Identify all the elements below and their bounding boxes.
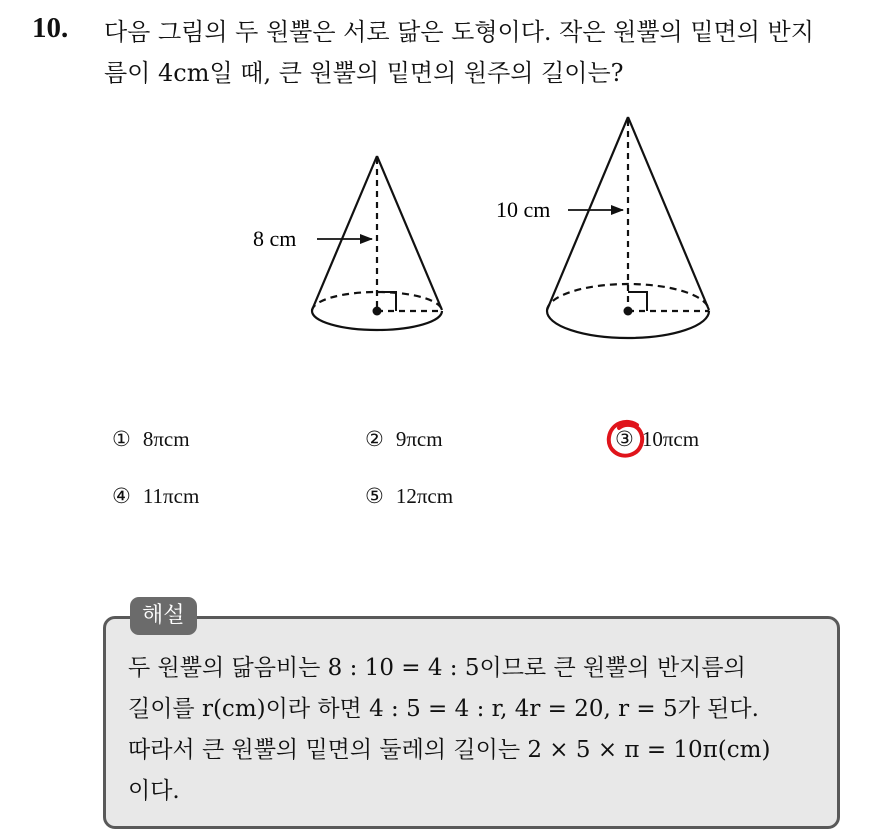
choice-5[interactable] (365, 484, 453, 509)
question-number: 10. (32, 12, 69, 44)
small-cone-height-label: 8 cm (253, 226, 297, 251)
small-cone (312, 156, 442, 330)
question-line-2: 름이 4cm일 때, 큰 원뿔의 밑면의 원주의 길이는? (104, 59, 624, 87)
choice-1[interactable] (112, 427, 190, 452)
choice-number: ⑤ (365, 484, 384, 508)
answer-mark-circle-icon (605, 418, 647, 460)
cones-figure (0, 0, 884, 400)
question-line-1: 다음 그림의 두 원뿔은 서로 닮은 도형이다. 작은 원뿔의 밑면의 반지 (104, 18, 814, 46)
choice-text: 11πcm (142, 484, 200, 508)
explanation-badge: 해설 (130, 597, 197, 635)
choice-number: ④ (112, 484, 131, 508)
choice-number: ② (365, 427, 384, 451)
choice-text: 8πcm (142, 427, 190, 451)
large-cone-center (624, 307, 633, 316)
choice-text: 12πcm (395, 484, 454, 508)
choice-number: ① (112, 427, 131, 451)
explanation-line-1: 두 원뿔의 닮음비는 8 : 10 = 4 : 5이므로 큰 원뿔의 반지름의 (128, 655, 746, 681)
choice-2[interactable] (365, 427, 443, 452)
choice-4[interactable] (112, 484, 199, 509)
explanation-text (128, 648, 828, 812)
large-cone-height-label: 10 cm (496, 197, 551, 222)
large-cone (547, 117, 709, 338)
explanation-line-4: 이다. (128, 778, 180, 804)
explanation-line-2: 길이를 r(cm)이라 하면 4 : 5 = 4 : r, 4r = 20, r = 5가 된다. (128, 696, 759, 722)
explanation-line-3: 따라서 큰 원뿔의 밑면의 둘레의 길이는 2 × 5 × π = 10π(cm) (128, 737, 771, 763)
small-cone-center (373, 307, 382, 316)
choice-number: ③ (615, 427, 634, 451)
choice-text: 9πcm (395, 427, 443, 451)
choice-text: 10πcm (641, 427, 700, 451)
